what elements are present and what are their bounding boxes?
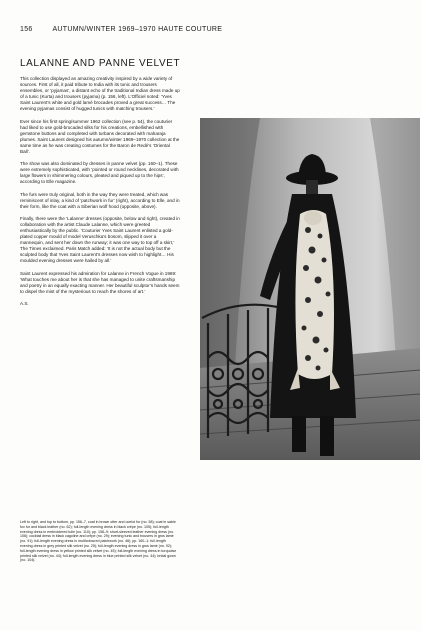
paragraph: The show was also dominated by dresses in panne velvet (pp. 160–1). These were extremely sophisticated, with ‘pointed or round necklines, decorated with large flowers in shimmering colours, pleated and piqued up to the hips’, according to Elle magazine. [20,161,179,185]
running-title: AUTUMN/WINTER 1969–1970 HAUTE COUTURE [52,26,223,33]
model-neck [306,180,318,194]
fashion-photograph [200,118,420,460]
author-signature: A.S. [20,300,29,306]
paragraph: Ever since his first spring/summer 1962 collection (see p. 54), the couturier had liked to use gold-brocaded silks for his creations, embellished with gemstone buttons and completed with turbans decorated with maharaja plumes. Saint Laurent designed his autumn/winter 1969–1970 collection at the same time as he was creating costumes for the Baron de Redé’s ‘Oriental Ball’. [20,118,180,155]
page-number: 156 [20,26,33,33]
article-body [20,76,180,313]
article-heading: LALANNE AND PANNE VELVET [20,58,181,69]
model-leg [320,416,334,456]
model-leg [292,416,306,452]
photograph-illustration [200,118,420,460]
running-header [20,26,222,33]
photo-caption: Left to right, and top to bottom, pp. 156–7, coat in brown otter and ocelot fur (no. 58); coat in sable fox fur and black leather (no. 62); full-length evening dress in black crêpe (no. 105); full-length evening dress in embroidered tulle (no. 110); pp. 158–9: short-sleeved leather evening dress (no. 106); cocktail dress in black cagoline and crêpe (no. 29); evening tunic and trousers in gros lamé (no. 91); full-length evening dress in multicoloured patchwork (no. 46); pp. 160–1: full-length evening dress in grey printed silk velvet (no. 25); full-length evening dress in gros lamé (no. 92); full-length evening dress in yellow printed silk velvet (no. 45); full-length evening dress in turquoise printed silk velvet (no. 44); full-length evening dress in blue printed silk velvet (no. 44); bridal gown (no. 104). [20,520,177,563]
paragraph: Finally, there were the ‘Lalanne’ dresses (opposite, below and right), created in collaboration with the artist Claude Lalanne, which were greeted enthusiastically by the public. ‘Couturier Yves Saint Laurent enlisted a gold-plated copper mould of model Veruschka’s bosom, slipped it over a mannequin, and sent her down the runway; it was one way to top off a skirt,’ The Times exclaimed. Paris Match added: ‘It is not the actual body but the sculpted body that Yves Saint Laurent’s dresses now wish to highlight… His moulded evening dresses were hailed by all.’ [20,215,180,264]
paragraph: Saint Laurent expressed his admiration for Lalanne in French Vogue in 1969: ‘What touches me about her is that she has managed to unite craftsmanship and poetry in an equally exacting manner. Her beautiful sculptor’s hands seem to dispel the mist of the mysterious to reach the shores of art.’ [20,270,180,294]
paragraph: The furs were truly original, both in the way they were treated, which was reminiscent of inlay, a kind of ‘patchwork in fur’ (right), according to Elle, and in their form, like the coat with a Siberian wolf hood (opposite, above). [20,191,180,209]
paragraph: This collection displayed an amazing creativity inspired by a wide variety of sources. First of all, it paid tribute to India with its tunic and trousers ensembles, or ‘pyjamas’, a distant echo of the traditional Indian dress made up of a tunic (Kurta) and trousers (pyjama) (p. 156, left). L’Officiel noted: ‘Yves Saint Laurent’s white and gold lamé brocades proved a great success… The evening pyjamas consist of hugged tunics with matching trousers.’ [20,76,180,112]
fur-head [304,211,322,225]
